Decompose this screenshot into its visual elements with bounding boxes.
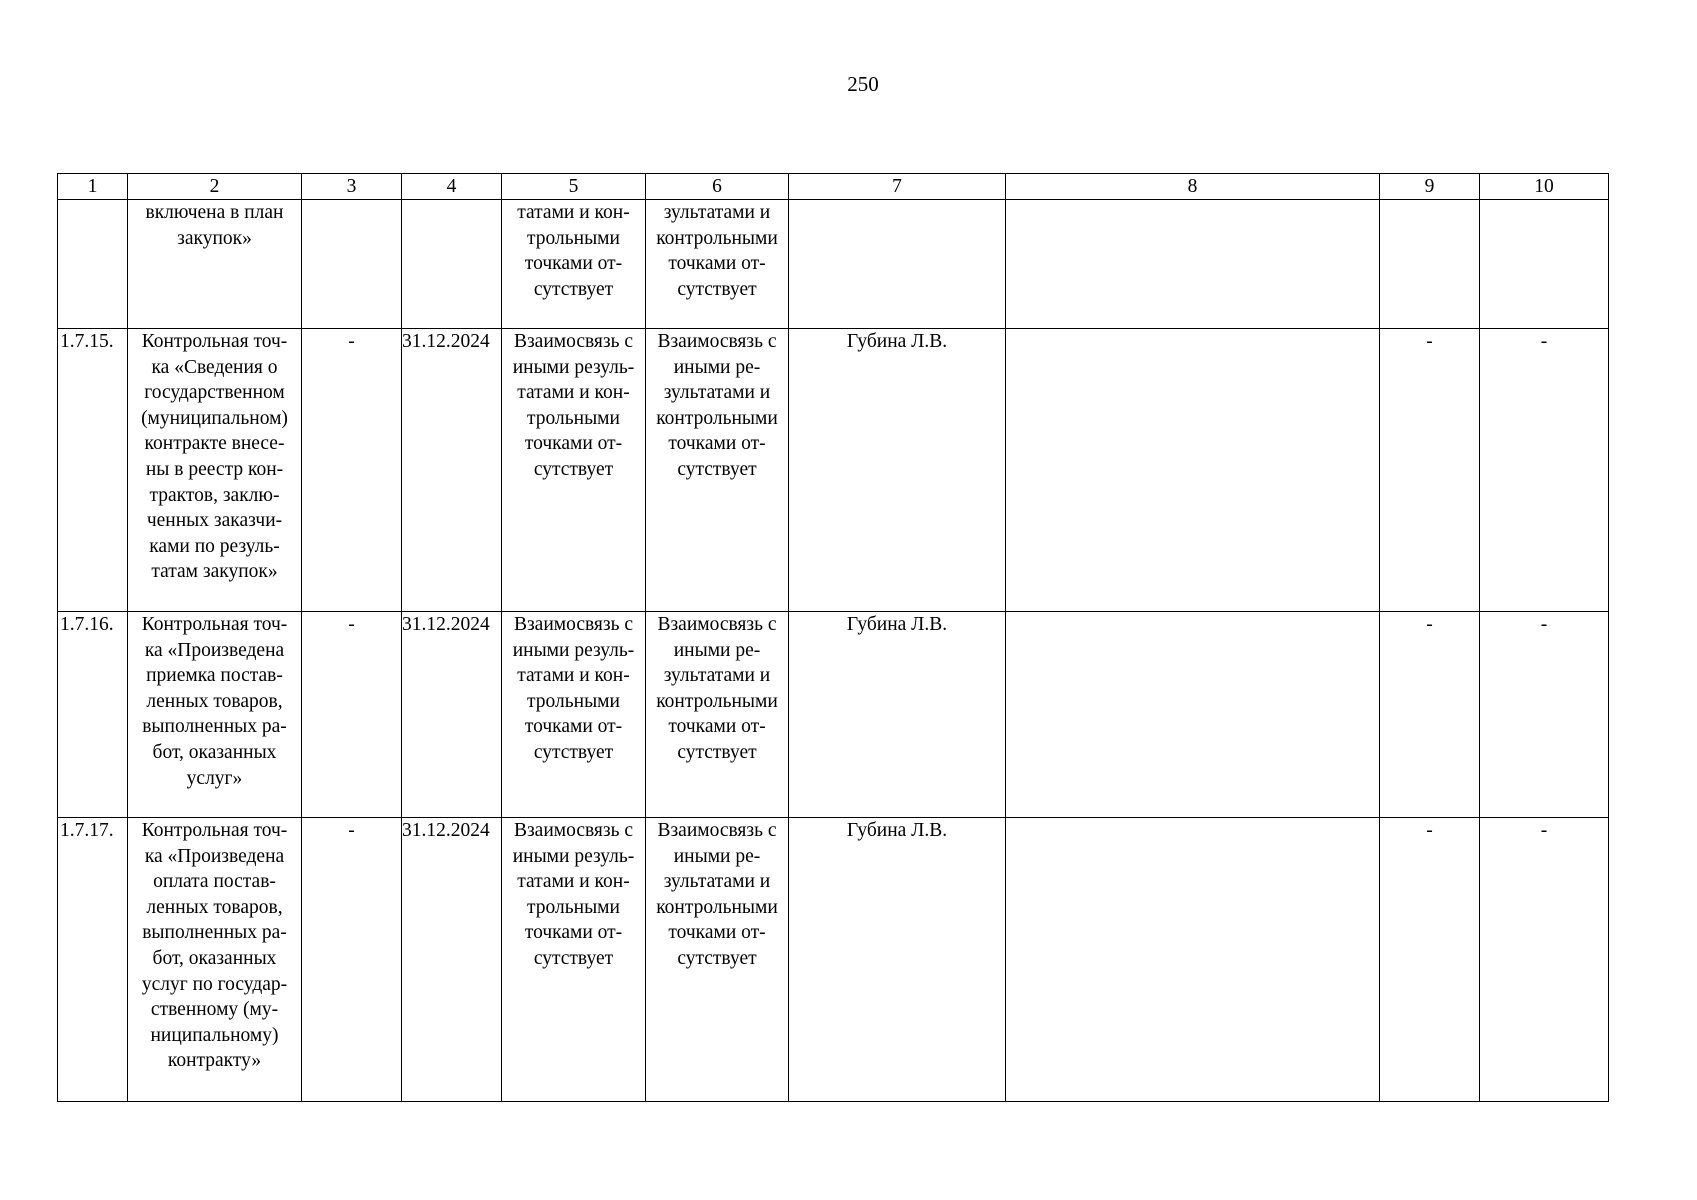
control-point-name-line: бот, оказанных: [152, 947, 277, 969]
control-point-name-line: ны в реестр кон-: [145, 458, 284, 480]
control-point-name-line: ниципальному): [150, 1024, 279, 1046]
due-date: [402, 200, 502, 329]
column-number-9: 9: [1380, 174, 1480, 200]
control-point-name-line: (муниципальном): [141, 407, 288, 429]
column-number-1: 1: [58, 174, 128, 200]
table-row: [58, 818, 1609, 1102]
control-point-name-line: ченных заказчи-: [146, 510, 283, 532]
row-number: 1.7.17.: [58, 818, 128, 1102]
control-point-name-line: бот, оказанных: [152, 741, 277, 763]
relation-points-text-line: Взаимосвязь с: [657, 614, 777, 635]
column-number-4: 4: [402, 174, 502, 200]
column-8-value: [1006, 612, 1380, 818]
column-number-6: 6: [646, 174, 789, 200]
table-row: [58, 200, 1609, 329]
relation-points-text: [646, 329, 789, 612]
relation-points-text-line: зультатами и: [663, 871, 771, 893]
relation-results-text-line: трольными: [527, 690, 620, 712]
relation-points-text-line: иными ре-: [673, 845, 761, 867]
column-9-value: -: [1380, 612, 1480, 818]
relation-points-text-line: иными ре-: [673, 356, 761, 378]
due-date: 31.12.2024: [402, 612, 502, 818]
relation-results-text: [502, 200, 646, 329]
control-point-name-line: ками по резуль-: [149, 535, 280, 557]
control-point-name: [128, 612, 302, 818]
control-point-name-line: ственному (му-: [150, 999, 279, 1021]
control-point-name-line: Контрольная точ-: [141, 820, 288, 841]
column-3-value: -: [302, 612, 402, 818]
relation-points-text-line: Взаимосвязь с: [657, 331, 777, 352]
control-point-name-line: услуг по государ-: [141, 973, 288, 995]
control-point-name-line: контракту»: [167, 1050, 262, 1072]
column-9-value: [1380, 200, 1480, 329]
relation-results-text-line: иными резуль-: [512, 356, 635, 378]
relation-results-text-line: татами и кон-: [517, 382, 630, 404]
relation-results-text-line: иными резуль-: [512, 639, 635, 661]
column-9-value: -: [1380, 818, 1480, 1102]
control-point-name: [128, 329, 302, 612]
column-number-8: 8: [1006, 174, 1380, 200]
relation-results-text-line: трольными: [527, 896, 620, 918]
control-point-name-line: приемка постав-: [146, 665, 283, 687]
responsible-person: Губина Л.В.: [789, 329, 1006, 612]
column-number-2: 2: [128, 174, 302, 200]
relation-points-text: [646, 818, 789, 1102]
column-3-value: -: [302, 329, 402, 612]
control-point-name: [128, 200, 302, 329]
control-point-name-line: ка «Произведена: [144, 639, 285, 661]
relation-results-text: [502, 329, 646, 612]
relation-results-text-line: точками от-: [524, 253, 623, 275]
control-point-name-line: государственном: [144, 382, 285, 404]
control-point-name-line: включена в план: [145, 202, 284, 223]
control-point-name-line: Контрольная точ-: [141, 331, 288, 352]
column-number-10: 10: [1480, 174, 1609, 200]
row-number: 1.7.15.: [58, 329, 128, 612]
column-9-value: -: [1380, 329, 1480, 612]
relation-points-text-line: точками от-: [668, 922, 766, 944]
control-point-name-line: ленных товаров,: [146, 690, 283, 712]
control-point-name-line: контракте внесе-: [144, 433, 285, 455]
relation-points-text-line: точками от-: [668, 716, 766, 738]
relation-results-text-line: трольными: [527, 227, 620, 249]
column-10-value: -: [1480, 329, 1609, 612]
table-row: [58, 329, 1609, 612]
relation-results-text-line: Взаимосвязь с: [513, 331, 634, 352]
relation-points-text-line: контрольными: [656, 407, 778, 429]
relation-results-text-line: Взаимосвязь с: [513, 820, 634, 841]
relation-points-text-line: сутствует: [677, 458, 757, 480]
control-point-name-line: татам закупок»: [151, 561, 278, 583]
due-date: 31.12.2024: [402, 329, 502, 612]
relation-points-text-line: точками от-: [668, 433, 766, 455]
relation-points-text-line: зультатами и: [663, 382, 771, 404]
relation-points-text: [646, 612, 789, 818]
relation-results-text-line: татами и кон-: [517, 665, 630, 687]
table-row: [58, 612, 1609, 818]
relation-results-text-line: трольными: [527, 407, 620, 429]
relation-points-text: [646, 200, 789, 329]
relation-results-text-line: точками от-: [524, 716, 623, 738]
column-10-value: -: [1480, 818, 1609, 1102]
relation-results-text-line: сутствует: [533, 741, 614, 763]
relation-results-text-line: сутствует: [533, 947, 614, 969]
table-header-row: [58, 174, 1609, 200]
relation-points-text-line: контрольными: [656, 896, 778, 918]
relation-results-text-line: сутствует: [533, 458, 614, 480]
column-10-value: -: [1480, 612, 1609, 818]
control-point-name: [128, 818, 302, 1102]
relation-results-text: [502, 612, 646, 818]
relation-points-text-line: Взаимосвязь с: [657, 820, 777, 841]
column-8-value: [1006, 329, 1380, 612]
relation-points-text-line: зультатами и: [663, 665, 771, 687]
control-point-name-line: Контрольная точ-: [141, 614, 288, 635]
column-10-value: [1480, 200, 1609, 329]
column-number-7: 7: [789, 174, 1006, 200]
column-number-3: 3: [302, 174, 402, 200]
control-point-name-line: ка «Произведена: [144, 845, 285, 867]
column-number-5: 5: [502, 174, 646, 200]
relation-results-text-line: иными резуль-: [512, 845, 635, 867]
control-points-table: [57, 173, 1609, 1102]
relation-points-text-line: сутствует: [677, 278, 757, 300]
column-8-value: [1006, 818, 1380, 1102]
relation-points-text-line: контрольными: [656, 690, 778, 712]
relation-points-text-line: сутствует: [677, 741, 757, 763]
responsible-person: Губина Л.В.: [789, 818, 1006, 1102]
due-date: 31.12.2024: [402, 818, 502, 1102]
page-number: 250: [847, 72, 879, 96]
relation-results-text: [502, 818, 646, 1102]
control-point-name-line: выполненных ра-: [142, 922, 287, 944]
responsible-person: [789, 200, 1006, 329]
row-number: [58, 200, 128, 329]
relation-results-text-line: точками от-: [524, 922, 623, 944]
relation-points-text-line: зультатами и: [663, 202, 771, 223]
control-point-name-line: ленных товаров,: [146, 896, 283, 918]
relation-results-text-line: татами и кон-: [517, 202, 630, 223]
relation-results-text-line: сутствует: [533, 278, 614, 300]
relation-points-text-line: контрольными: [656, 227, 778, 249]
responsible-person: Губина Л.В.: [789, 612, 1006, 818]
row-number: 1.7.16.: [58, 612, 128, 818]
relation-results-text-line: Взаимосвязь с: [513, 614, 634, 635]
control-point-name-line: ка «Сведения о: [151, 356, 278, 378]
relation-points-text-line: иными ре-: [673, 639, 761, 661]
relation-results-text-line: татами и кон-: [517, 871, 630, 893]
control-point-name-line: трактов, заклю-: [149, 484, 280, 506]
relation-points-text-line: точками от-: [668, 253, 766, 275]
column-8-value: [1006, 200, 1380, 329]
control-point-name-line: закупок»: [177, 227, 252, 249]
relation-points-text-line: сутствует: [677, 947, 757, 969]
column-3-value: -: [302, 818, 402, 1102]
control-point-name-line: оплата постав-: [153, 871, 276, 893]
control-point-name-line: выполненных ра-: [142, 716, 287, 738]
control-point-name-line: услуг»: [186, 767, 243, 789]
relation-results-text-line: точками от-: [524, 433, 623, 455]
column-3-value: [302, 200, 402, 329]
